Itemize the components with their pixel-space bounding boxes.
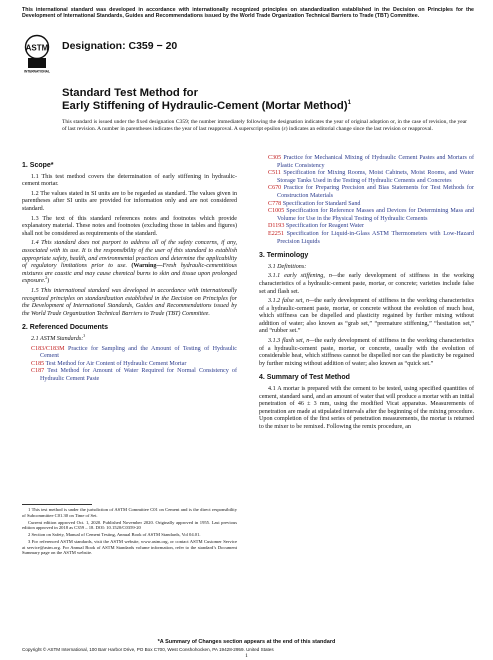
- title-footnote-mark: 1: [347, 100, 351, 107]
- svg-text:ASTM: ASTM: [25, 43, 49, 53]
- header-notice: This international standard was developed in accordance with internationally recognized principles on standardization established in the Decision on Principles for the Development of International Standards, Guides and Recommendations issued by the World Trade Organization Technical Barriers to Trade (TBT) Committee.: [22, 7, 474, 20]
- para-3-1-1: 3.1.1 early stiffening, n—the early development of stiffness in the working characteristics of a hydraulic-cement paste, mortar, or concrete; varieties include false set and flash set.: [259, 273, 474, 295]
- summary-heading: 4. Summary of Test Method: [259, 374, 350, 382]
- footnotes: [22, 507, 237, 557]
- reference-item[interactable]: C511 Specification for Mixing Rooms, Moist Cabinets, Moist Rooms, and Water Storage Tanks Used in the Testing of Hydraulic Cements and Concretes: [268, 170, 474, 184]
- para-3-1: 3.1 Definitions:: [268, 263, 307, 270]
- reference-list-right: [259, 155, 474, 246]
- reference-item[interactable]: D1193 Specification for Reagent Water: [268, 223, 364, 230]
- astm-standards-subhead: 2.1 ASTM Standards:$^3$: [31, 333, 86, 342]
- left-column: [22, 156, 237, 384]
- copyright: Copyright © ASTM International, 100 Barr Harbor Drive, PO Box C700, West Conshohocken, PA 19428-2959. United States: [22, 647, 274, 652]
- reference-item[interactable]: C187 Test Method for Amount of Water Required for Normal Consistency of Hydraulic Cement Paste: [31, 368, 237, 382]
- reference-item[interactable]: C1005 Specification for Reference Masses and Devices for Determining Mass and Volume for Use in the Physical Testing of Hydraulic Cements: [268, 208, 474, 222]
- reference-item[interactable]: C183/C183M Practice for Sampling and the Amount of Testing of Hydraulic Cement: [31, 345, 237, 360]
- title-line-1: Standard Test Method for: [62, 87, 198, 99]
- para-1-5: 1.5 This international standard was developed in accordance with internationally recognized principles on standardization established in the Decision on Principles for the Development of International Standards, Guides and Recommendations issued by the World Trade Organization Technical Barriers to Trade (TBT) Committee.: [22, 287, 237, 317]
- summary-of-changes-note: *A Summary of Changes section appears at the end of this standard: [157, 639, 336, 645]
- reference-item[interactable]: C305 Practice for Mechanical Mixing of Hydraulic Cement Pastes and Mortars of Plastic Consistency: [268, 155, 474, 169]
- para-4-1: 4.1 A mortar is prepared with the cement to be tested, using specified quantities of cement, standard sand, and an amount of water that will produce a mortar with an initial penetration of 46 ± 3 mm, using the modified Vicat apparatus. Measurements of penetration are made at stipulated intervals after the beginning of the mixing procedure. Upon completion of the first series of penetration measurements, the mortar is returned to the mixer to be remixed. Following the remix procedure, an: [259, 386, 474, 430]
- astm-logo: [24, 34, 50, 74]
- reference-item[interactable]: C185 Test Method for Air Content of Hydraulic Cement Mortar: [31, 360, 187, 367]
- terminology-heading: 3. Terminology: [259, 252, 309, 260]
- para-3-1-2: 3.1.2 false set, n—the early development of stiffness in the working characteristics of a hydraulic-cement paste, mortar, or concrete without the evolution of much heat, which stiffness can be dispelled and plasticity regained by further mixing without addition of water; also known as “grab set,” “premature stiffening,” “hesitation set,” and “rubber set.”: [259, 298, 474, 335]
- para-1-1: 1.1 This test method covers the determination of early stiffening in hydraulic-cement mortar.: [22, 173, 237, 188]
- right-column: [259, 156, 474, 434]
- para-1-2: 1.2 The values stated in SI units are to be regarded as standard. The values given in parentheses after SI units are provided for information only and are not considered standard.: [22, 190, 237, 212]
- issued-note: This standard is issued under the fixed designation C359; the number immediately following the designation indicates the year of original adoption or, in the case of revision, the year of last revision. A number in parentheses indicates the year of last reapproval. A superscript epsilon (ε) indicates an editorial change since the last revision or reapproval.: [62, 119, 467, 132]
- footnote-3: 3 For referenced ASTM standards, visit the ASTM website, www.astm.org, or contact ASTM Customer Service at service@astm.org. For Annual Book of ASTM Standards volume information, refer to the standard’s Document Summary page on the ASTM website.: [22, 539, 237, 556]
- reference-item[interactable]: E2251 Specification for Liquid-in-Glass ASTM Thermometers with Low-Hazard Precision Liquids: [268, 230, 474, 245]
- designation: Designation: C359 − 20: [62, 40, 178, 52]
- page-number: 1: [245, 653, 248, 659]
- scope-heading: 1. Scope*: [22, 162, 54, 169]
- title-line-2: Early Stiffening of Hydraulic-Cement (Mortar Method)$^1$: [62, 100, 351, 112]
- referenced-heading: 2. Referenced Documents: [22, 324, 108, 332]
- document-title: [62, 87, 351, 113]
- para-3-1-3: 3.1.3 flash set, n—the early development of stiffness in the working characteristics of a hydraulic-cement paste, mortar, or concrete, usually with the evolution of considerable heat, which stiffness cannot be dispelled nor can the plasticity be regained by further mixing without addition of water; also known as “quick set.”: [259, 338, 474, 367]
- svg-text:INTERNATIONAL: INTERNATIONAL: [24, 69, 50, 74]
- reference-item[interactable]: C778 Specification for Standard Sand: [268, 200, 361, 207]
- footnote-2: 2 Section on Safety, Manual of Cement Testing, Annual Book of ASTM Standards, Vol 04.01.: [28, 532, 201, 538]
- reference-list-left: [22, 346, 237, 384]
- reference-item[interactable]: C670 Practice for Preparing Precision and Bias Statements for Test Methods for Construction Materials: [268, 185, 474, 199]
- para-1-4: 1.4 This standard does not purport to address all of the safety concerns, if any, associated with its use. It is the responsibility of the user of this standard to establish appropriate safety, health, and environmental practices and determine the applicability of regulatory limitations prior to use. (Warning—Fresh hydraulic-cementitious mixtures are caustic and may cause chemical burns to skin and tissue upon prolonged exposure.$^2$): [22, 240, 238, 285]
- para-1-3: 1.3 The text of this standard references notes and footnotes which provide explanatory material. These notes and footnotes (excluding those in tables and figures) shall not be considered as requirements of the standard.: [22, 215, 237, 237]
- footnote-divider: [22, 504, 92, 505]
- footnote-1-edition: Current edition approved Oct. 1, 2020. Published November 2020. Originally approved in 1955. Last previous edition approved in 2018 as C359 – 18. DOI: 10.1520/C0359-20: [22, 519, 237, 531]
- footnote-1: 1 This test method is under the jurisdiction of ASTM Committee C01 on Cement and is the direct responsibility of Subcommittee C01.30 on Time of Set.: [22, 507, 237, 518]
